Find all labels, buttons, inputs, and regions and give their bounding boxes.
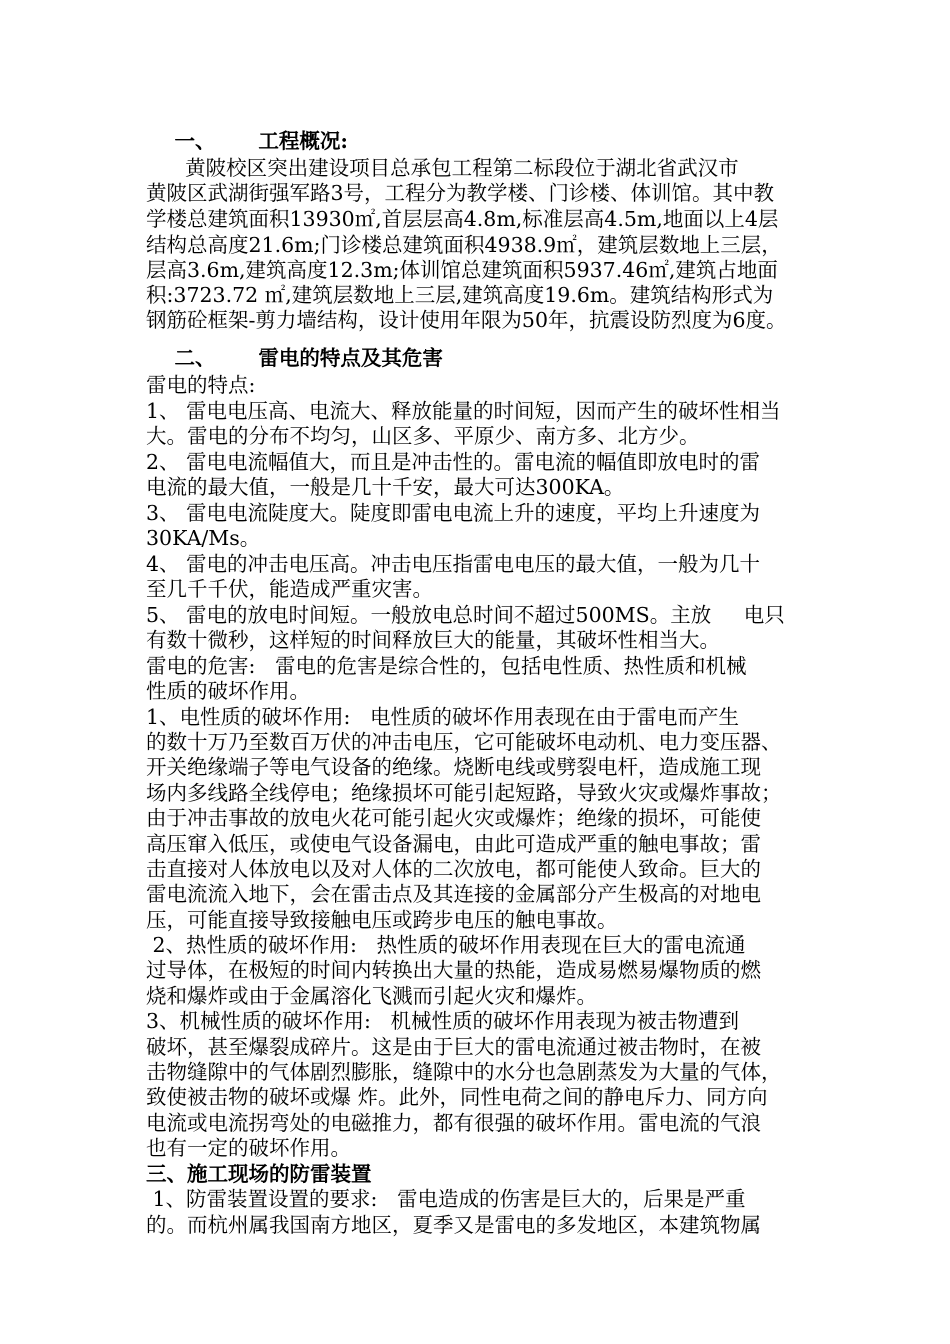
text-line: 1、 雷电电压高、电流大、释放能量的时间短，因而产生的破坏性相当 [146,399,781,423]
text-line: 由于冲击事故的放电火花可能引起火灾或爆炸；绝缘的损坏，可能使 [146,806,761,830]
text-line: 压，可能直接导致接触电压或跨步电压的触电事故。 [146,908,618,932]
text-line: 致使被击物的破坏或爆 炸。此外，同性电荷之间的静电斥力、同方向 [146,1085,768,1109]
text-line: 击物缝隙中的气体剧烈膨胀，缝隙中的水分也急剧蒸发为大量的气体， [146,1060,782,1084]
text-line: 烧和爆炸或由于金属溶化飞溅而引起火灾和爆炸。 [146,984,597,1008]
text-line: 至几千千伏，能造成严重灾害。 [146,577,433,601]
text-line: 雷电的危害: 雷电的危害是综合性的，包括电性质、热性质和机械 [146,654,747,678]
text-line: 破坏，甚至爆裂成碎片。这是由于巨大的雷电流通过被击物时，在被 [146,1035,761,1059]
text-line: 1、电性质的破坏作用: 电性质的破坏作用表现在由于雷电而产生 [146,705,739,729]
section-heading: 一、 工程概况: [146,129,348,153]
text-line: 也有一定的破坏作用。 [146,1136,351,1160]
section-heading: 二、 雷电的特点及其危害 [146,346,443,370]
text-line: 开关绝缘端子等电气设备的绝缘。烧断电线或劈裂电杆，造成施工现 [146,755,761,779]
section-heading: 三、施工现场的防雷装置 [146,1162,372,1186]
text-line: 30KA/Ms。 [146,526,261,550]
text-line: 钢筋砼框架-剪力墙结构，设计使用年限为50年，抗震设防烈度为6度。 [146,308,787,332]
text-line: 的数十万乃至数百万伏的冲击电压，它可能破坏电动机、电力变压器、 [146,730,782,754]
text-line: 性质的破坏作用。 [146,679,310,703]
text-line: 高压窜入低压，或使电气设备漏电，由此可造成严重的触电事故；雷 [146,832,761,856]
text-line: 场内多线路全线停电；绝缘损坏可能引起短路，导致火灾或爆炸事故； [146,781,782,805]
text-line: 电流的最大值，一般是几十千安，最大可达300KA。 [146,475,625,499]
text-line: 大。雷电的分布不均匀，山区多、平原少、南方多、北方少。 [146,424,700,448]
text-line: 黄陂校区突出建设项目总承包工程第二标段位于湖北省武汉市 [146,156,739,180]
text-line: 2、 雷电电流幅值大，而且是冲击性的。雷电流的幅值即放电时的雷 [146,450,761,474]
text-line: 过导体，在极短的时间内转换出大量的热能，造成易燃易爆物质的燃 [146,958,761,982]
text-line: 黄陂区武湖街强军路3号，工程分为教学楼、门诊楼、体训馆。其中教 [146,181,775,205]
text-line: 结构总高度21.6m;门诊楼总建筑面积4938.9㎡，建筑层数地上三层， [146,233,782,257]
text-line: 层高3.6m,建筑高度12.3m;体训馆总建筑面积5937.46㎡,建筑占地面 [146,258,778,282]
text-line: 雷电流流入地下，会在雷击点及其连接的金属部分产生极高的对地电 [146,882,761,906]
text-line: 4、 雷电的冲击电压高。冲击电压指雷电电压的最大值，一般为几十 [146,552,761,576]
text-line: 雷电的特点: [146,373,256,397]
text-line: 2、热性质的破坏作用: 热性质的破坏作用表现在巨大的雷电流通 [146,933,746,957]
text-line: 5、 雷电的放电时间短。一般放电总时间不超过500MS。主放 电只 [146,603,785,627]
text-line: 积:3723.72 ㎡,建筑层数地上三层,建筑高度19.6m。建筑结构形式为 [146,283,774,307]
text-line: 电流或电流拐弯处的电磁推力，都有很强的破坏作用。雷电流的气浪 [146,1111,761,1135]
text-line: 的。而杭州属我国南方地区，夏季又是雷电的多发地区，本建筑物属 [146,1213,761,1237]
text-line: 击直接对人体放电以及对人体的二次放电，都可能使人致命。巨大的 [146,857,761,881]
text-line: 3、 雷电电流陡度大。陡度即雷电电流上升的速度，平均上升速度为 [146,501,761,525]
text-line: 学楼总建筑面积13930㎡,首层层高4.8m,标准层高4.5m,地面以上4层 [146,207,779,231]
text-line: 3、机械性质的破坏作用: 机械性质的破坏作用表现为被击物遭到 [146,1009,739,1033]
text-line: 有数十微秒，这样短的时间释放巨大的能量，其破坏性相当大。 [146,628,720,652]
text-line: 1、防雷装置设置的要求: 雷电造成的伤害是巨大的，后果是严重 [146,1187,746,1211]
